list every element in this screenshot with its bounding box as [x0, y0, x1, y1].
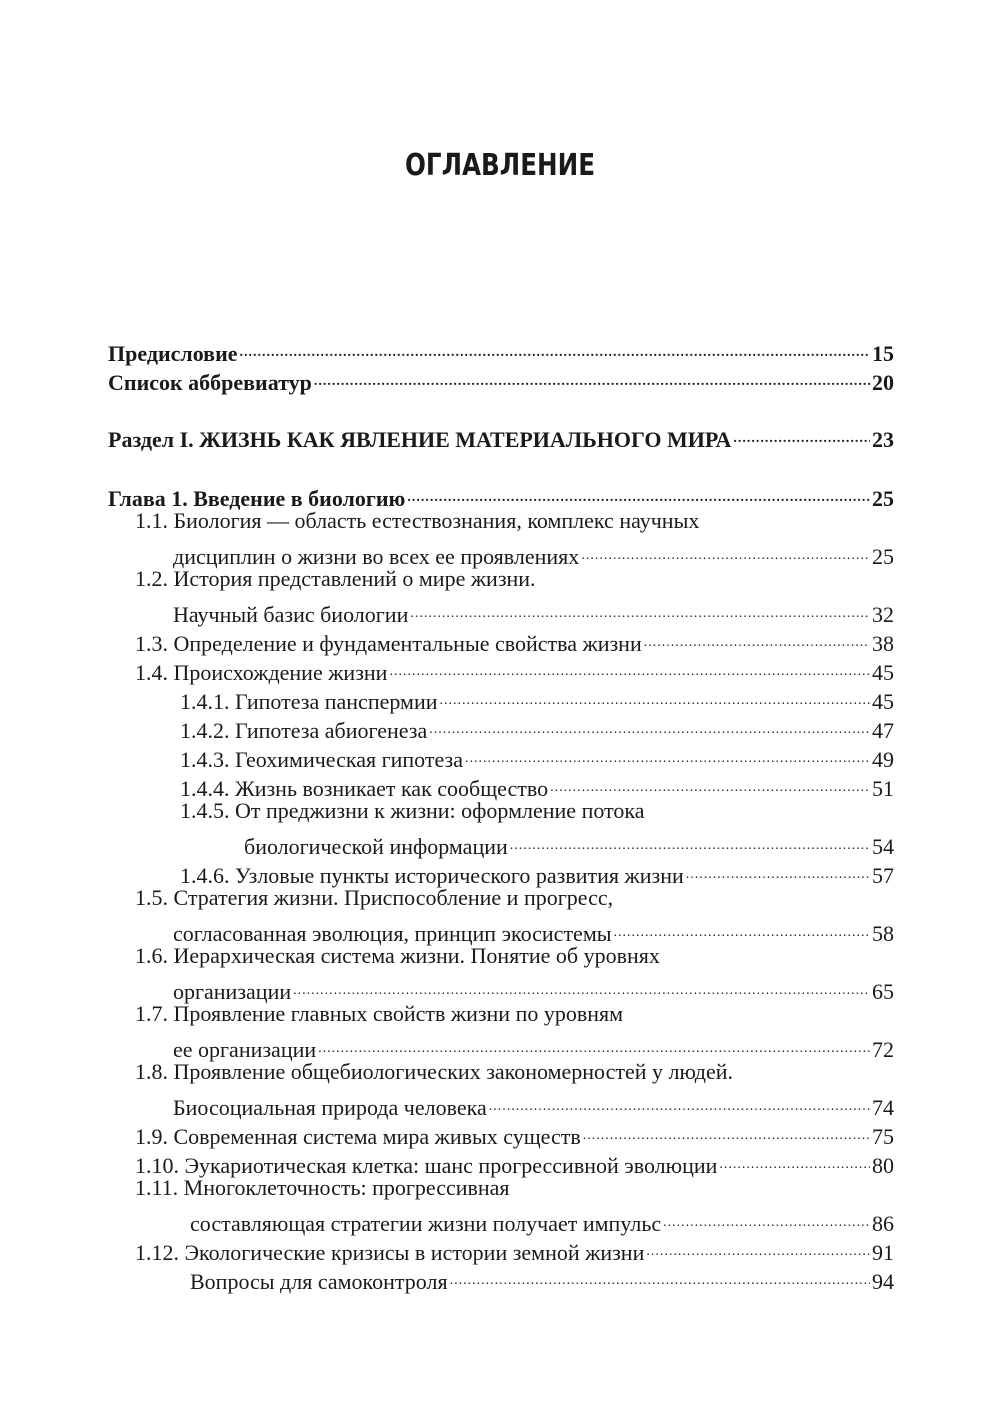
- dot-leader: [644, 622, 870, 651]
- dot-leader: [581, 535, 870, 564]
- toc-entry-label: 1.4. Происхождение жизни: [135, 660, 388, 685]
- toc-page-number: 45: [872, 689, 894, 714]
- toc-entry-label-cont: ее организации: [173, 1037, 317, 1062]
- toc-entry-1-2-line1[interactable]: [108, 564, 894, 593]
- toc-entry-label: 1.6. Иерархическая система жизни. Понятие об уровнях: [135, 943, 660, 968]
- toc-entry-label: 1.4.3. Геохимическая гипотеза: [180, 747, 463, 772]
- toc-entry-label: Раздел I. ЖИЗНЬ КАК ЯВЛЕНИЕ МАТЕРИАЛЬНОГО МИРА: [108, 427, 732, 452]
- page-title: ОГЛАВЛЕНИЕ: [404, 148, 596, 183]
- dot-leader: [719, 1144, 870, 1173]
- toc-entry-label: 1.3. Определение и фундаментальные свойства жизни: [135, 631, 642, 656]
- toc-page-number: 75: [872, 1124, 894, 1149]
- toc-page-number: 25: [872, 486, 894, 511]
- toc-page-number: 80: [872, 1153, 894, 1178]
- toc-entry-label: 1.2. История представлений о мире жизни.: [135, 566, 536, 591]
- toc-entry-label: Глава 1. Введение в биологию: [108, 486, 406, 511]
- toc-chapter-1[interactable]: [108, 477, 894, 511]
- toc-entry-label: 1.4.2. Гипотеза абиогенеза: [180, 718, 428, 743]
- toc-entry-1-8-line2[interactable]: [108, 1086, 894, 1120]
- dot-leader: [489, 1086, 870, 1115]
- toc-entry-label: Предисловие: [108, 341, 238, 366]
- toc-entry-label: 1.10. Эукариотическая клетка: шанс прогрессивной эволюции: [135, 1153, 718, 1178]
- toc-page-number: 72: [872, 1037, 894, 1062]
- toc-page-number: 32: [872, 602, 894, 627]
- toc-entry-1-5-line2[interactable]: [108, 912, 894, 946]
- toc-page-number: 54: [872, 834, 894, 859]
- dot-leader: [614, 912, 870, 941]
- dot-leader: [686, 854, 870, 883]
- toc-page-number: 91: [872, 1240, 894, 1265]
- dot-leader: [646, 1231, 870, 1260]
- toc-entry-1-11-line2[interactable]: [108, 1202, 894, 1236]
- toc-entry-label-cont: составляющая стратегии жизни получает импульс: [190, 1211, 662, 1236]
- toc-entry-1-6-line2[interactable]: [108, 970, 894, 1004]
- toc-entry-1-7-line2[interactable]: [108, 1028, 894, 1062]
- toc-entry-preface[interactable]: [108, 332, 894, 366]
- toc-entry-label-cont: биологической информации: [244, 834, 508, 859]
- toc-entry-label: 1.9. Современная система мира живых существ: [135, 1124, 581, 1149]
- toc-page-number: 65: [872, 979, 894, 1004]
- toc-entry-label: 1.1. Биология — область естествознания, комплекс научных: [135, 508, 700, 533]
- toc-page-number: 45: [872, 660, 894, 685]
- toc-entry-1-2-line2[interactable]: [108, 593, 894, 627]
- toc-entry-label-cont: дисциплин о жизни во всех ее проявлениях: [173, 544, 580, 569]
- dot-leader: [410, 593, 870, 622]
- toc-entry-1-6-line1[interactable]: [108, 941, 894, 970]
- toc-entry-label: Вопросы для самоконтроля: [190, 1269, 448, 1294]
- table-of-contents: [108, 332, 894, 1294]
- toc-page-number: 23: [872, 427, 894, 452]
- dot-leader: [293, 970, 870, 999]
- toc-entry-1-4-5-line2[interactable]: [108, 825, 894, 859]
- dot-leader: [389, 651, 870, 680]
- toc-entry-label-cont: организации: [173, 979, 292, 1004]
- toc-page-number: 47: [872, 718, 894, 743]
- dot-leader: [440, 680, 871, 709]
- toc-page-number: 38: [872, 631, 894, 656]
- toc-page-number: 94: [872, 1269, 894, 1294]
- dot-leader: [240, 332, 870, 361]
- toc-entry-1-1-line1[interactable]: [108, 506, 894, 535]
- toc-entry-label: 1.7. Проявление главных свойств жизни по уровням: [135, 1001, 624, 1026]
- toc-entry-label: 1.8. Проявление общебиологических закономерностей у людей.: [135, 1059, 734, 1084]
- dot-leader: [465, 738, 870, 767]
- toc-entry-label-cont: Биосоциальная природа человека: [173, 1095, 487, 1120]
- toc-entry-1-7-line1[interactable]: [108, 999, 894, 1028]
- toc-entry-label-cont: Научный базис биологии: [173, 602, 409, 627]
- dot-leader: [510, 825, 870, 854]
- toc-entry-label: 1.4.4. Жизнь возникает как сообщество: [180, 776, 549, 801]
- toc-page-number: 15: [872, 341, 894, 366]
- toc-entry-label-cont: согласованная эволюция, принцип экосистемы: [173, 921, 612, 946]
- toc-entry-label: 1.11. Многоклеточность: прогрессивная: [135, 1175, 510, 1200]
- toc-page-number: 20: [872, 370, 894, 395]
- toc-entry-1-11-line1[interactable]: [108, 1173, 894, 1202]
- toc-entry-label: 1.4.1. Гипотеза панспермии: [180, 689, 438, 714]
- dot-leader: [450, 1260, 870, 1289]
- dot-leader: [318, 1028, 870, 1057]
- toc-entry-label: 1.5. Стратегия жизни. Приспособление и прогресс,: [135, 885, 614, 910]
- toc-page-number: 74: [872, 1095, 894, 1120]
- dot-leader: [583, 1115, 870, 1144]
- toc-section-1[interactable]: [108, 418, 894, 452]
- toc-entry-label: 1.4.6. Узловые пункты исторического развития жизни: [180, 863, 684, 888]
- toc-entry-1-8-line1[interactable]: [108, 1057, 894, 1086]
- dot-leader: [550, 767, 870, 796]
- toc-entry-label: 1.4.5. От преджизни к жизни: оформление потока: [180, 798, 645, 823]
- toc-page-number: 25: [872, 544, 894, 569]
- toc-page-number: 51: [872, 776, 894, 801]
- toc-page-number: 58: [872, 921, 894, 946]
- toc-entry-1-5-line1[interactable]: [108, 883, 894, 912]
- toc-page-number: 57: [872, 863, 894, 888]
- toc-page-number: 86: [872, 1211, 894, 1236]
- toc-entry-label: Список аббревиатур: [108, 370, 312, 395]
- toc-entry-1-4-5-line1[interactable]: [108, 796, 894, 825]
- dot-leader: [314, 361, 870, 390]
- dot-leader: [663, 1202, 870, 1231]
- toc-entry-label: 1.12. Экологические кризисы в истории земной жизни: [135, 1240, 645, 1265]
- toc-page-number: 49: [872, 747, 894, 772]
- toc-entry-1-1-line2[interactable]: [108, 535, 894, 569]
- dot-leader: [733, 418, 870, 447]
- dot-leader: [407, 477, 870, 506]
- dot-leader: [429, 709, 870, 738]
